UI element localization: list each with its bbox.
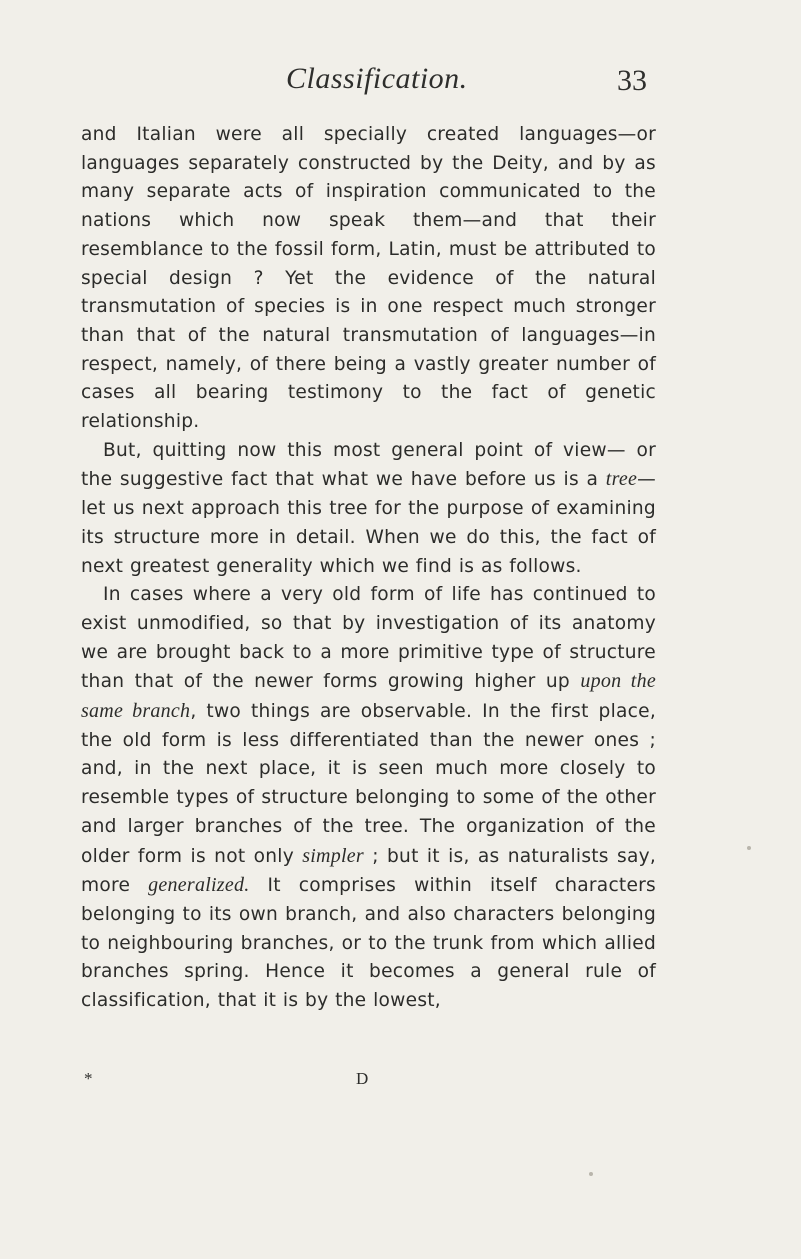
- paragraph-2-text-b: — let us next approach this tree for the purpose of examining its structure more in detail. When we do this, the fact of next greatest generality which we find is as follows.: [81, 469, 656, 577]
- paragraph-1: [81, 121, 656, 437]
- page-number: 33: [617, 64, 647, 97]
- paragraph-3-text-a: In cases where a very old form of life has continued to exist unmodified, so that by investigation of its anatomy we are brought back to a more primitive type of structure than that of the newer forms growing higher up: [81, 584, 656, 693]
- paragraph-3: [81, 581, 656, 1016]
- paragraph-3-italic-same-branch: upon the same branch: [81, 670, 656, 723]
- paragraph-1-text: and Italian were all specially created languages—or languages separately constructed by the Deity, and by as many separate acts of inspiration communicated to the nations which now speak them—and that their resemblance to the fossil form, Latin, must be attributed to special design ? Yet the evidence of the natural transmutation of species is in one respect much stronger than that of the natural transmutation of languages—in respect, namely, of there being a vastly greater number of cases all bearing testimony to the fact of genetic relationship.: [81, 124, 656, 433]
- signature-star-mark: *: [84, 1069, 93, 1088]
- paragraph-2-italic-tree: tree: [605, 468, 638, 491]
- paragraph-2: [81, 437, 656, 582]
- paragraph-3-text-c: ; but it is, as naturalists say, more: [81, 845, 657, 897]
- running-title: Classification.: [286, 62, 468, 95]
- paper-speck: [747, 846, 751, 850]
- paragraph-3-text-b: , two things are observable. In the first place, the old form is less differentiated than the newer ones ; and, in the next place, it is seen much more closely to resemble types of structure belonging to some of the other and larger branches of the tree. The organization of the older form is not only: [81, 701, 656, 867]
- paper-speck: [589, 1172, 593, 1176]
- running-head: [0, 62, 801, 102]
- paragraph-3-text-d: It comprises within itself characters belonging to its own branch, and also characters belonging to neighbouring branches, or to the trunk from which allied branches spring. Hence it becomes a general rule of classification, that it is by the lowest,: [81, 875, 656, 1012]
- signature-line: [0, 1069, 801, 1095]
- body-text: [81, 121, 656, 1016]
- paragraph-3-italic-generalized: generalized.: [148, 874, 250, 897]
- paragraph-2-text-a: But, quitting now this most general point of view— or the suggestive fact that what we have before us is a: [81, 439, 656, 491]
- paragraph-3-italic-simpler: simpler: [302, 844, 364, 867]
- signature-letter: D: [356, 1069, 369, 1088]
